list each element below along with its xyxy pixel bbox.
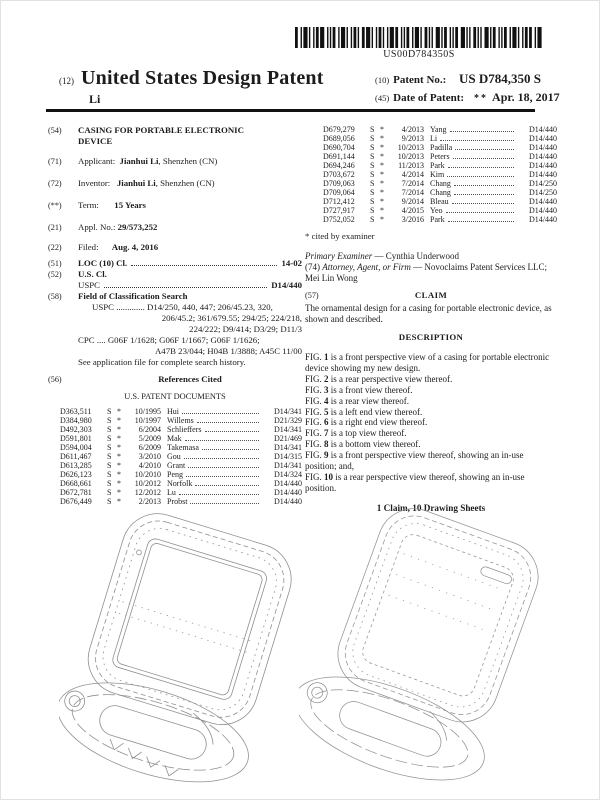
patent-no-tag: (10)	[375, 75, 390, 85]
field-appl-no: (21) Appl. No.: 29/573,252	[48, 222, 158, 232]
field-filed: (22) Filed: Aug. 4, 2016	[48, 242, 159, 252]
field-classification-search: (58) Field of Classification Search USPC ............. D14/250, 440, 447; 206/45.23, 320, 206/45.2; 361/679.55; 294/25; 224/218, 224/222; D9/414; D3/29; D11/3 CPC .... G06F 1/1628; G06F 1/1667; G06F 1/1626; A47B 23/044; H04B 1/3888; A45C 11/00 See application file for complete search history.	[48, 291, 302, 367]
reference-row: D591,801 S * 5/2009 Mak D21/469	[60, 434, 302, 443]
reference-row: D690,704 S * 10/2013 Padilla D14/440	[323, 143, 557, 152]
reference-row: D727,917 S * 4/2015 Yeo D14/440	[323, 206, 557, 215]
left-column	[48, 125, 302, 506]
continuation-line: 206/45.2; 361/679.55; 294/25; 224/218,	[161, 313, 302, 323]
reference-row: D384,980 S * 10/1997 Willems D21/329	[60, 416, 302, 425]
references-list-left	[48, 407, 302, 506]
figure-description-line: FIG. 3 is a front view thereof.	[305, 384, 413, 395]
us-patent-documents-heading: U.S. PATENT DOCUMENTS	[124, 392, 226, 401]
uspc-search-first: USPC ............. D14/250, 440, 447; 206/45.23, 320,	[92, 302, 273, 312]
patent-no-label: Patent No.:	[393, 74, 447, 86]
cited-by-examiner-note: * cited by examiner	[305, 231, 375, 241]
inventor-surname: Li	[89, 92, 101, 106]
term-asterisks: **	[474, 93, 489, 104]
search-history-note: See application file for complete search history.	[78, 357, 246, 367]
reference-row: D613,285 S * 4/2010 Grant D14/341	[60, 461, 302, 470]
reference-row: D679,279 S * 4/2013 Yang D14/440	[323, 125, 557, 134]
figure-drawing-rear-perspective	[299, 501, 551, 793]
uspc-value: D14/440	[271, 280, 302, 290]
term-value: 15 Years	[114, 200, 146, 210]
references-list-right	[305, 125, 557, 224]
attorney-name: — Novoclaims Patent Services LLC; Mei Lin Wong	[305, 262, 548, 283]
figure-description-line: FIG. 2 is a rear perspective view thereof.	[305, 373, 453, 384]
right-column	[305, 125, 557, 514]
reference-row: D626,123 S * 10/2010 Peng D14/324	[60, 470, 302, 479]
figure-description-line: FIG. 4 is a rear view thereof.	[305, 395, 409, 406]
filing-date: Aug. 4, 2016	[111, 242, 159, 252]
applicant-name: Jianhui Li	[119, 156, 159, 166]
cpc-search-first: CPC .... G06F 1/1628; G06F 1/1667; G06F 1/1626;	[78, 335, 260, 345]
figure-descriptions	[305, 352, 557, 494]
figure-description-line: FIG. 8 is a bottom view thereof.	[305, 439, 421, 450]
reference-row: D709,063 S * 7/2014 Chang D14/250	[323, 179, 557, 188]
invention-title: CASING FOR PORTABLE ELECTRONIC DEVICE	[78, 125, 244, 146]
dot-leader	[131, 265, 277, 266]
reference-row: D691,144 S * 10/2013 Peters D14/440	[323, 152, 557, 161]
figure-description-line: FIG. 10 is a rear perspective view thereof, showing an in-use position.	[305, 471, 525, 493]
reference-row: D611,467 S * 3/2010 Gou D14/315	[60, 452, 302, 461]
reference-row: D672,781 S * 12/2012 Lu D14/440	[60, 488, 302, 497]
reference-row: D703,672 S * 4/2014 Kim D14/440	[323, 170, 557, 179]
reference-row: D363,511 S * 10/1995 Hui D14/341	[60, 407, 302, 416]
reference-row: D668,661 S * 10/2012 Norfolk D14/440	[60, 479, 302, 488]
field-term: (**) Term: 15 Years	[48, 200, 146, 210]
figure-description-line: FIG. 5 is a left end view thereof.	[305, 406, 423, 417]
field-inventor: (72) Inventor: Jianhui Li, Shenzhen (CN)	[48, 178, 215, 188]
figure-description-line: FIG. 6 is a right end view thereof.	[305, 417, 428, 428]
barcode-text: US00D784350S	[383, 49, 455, 60]
reference-row: D689,056 S * 9/2013 Li D14/440	[323, 134, 557, 143]
drawing-sheets-note: 1 Claim, 10 Drawing Sheets	[376, 502, 486, 513]
dot-leader	[104, 287, 267, 288]
claim-heading-row: (57) CLAIM	[305, 290, 557, 301]
primary-examiner-line: Primary Examiner — Cynthia Underwood	[305, 251, 459, 261]
examiner-name: — Cynthia Underwood	[374, 251, 459, 261]
claim-text: The ornamental design for a casing for portable electronic device, as shown and described.	[305, 303, 552, 324]
reference-row: D709,064 S * 7/2014 Chang D14/250	[323, 188, 557, 197]
reference-row: D594,004 S * 6/2009 Takemasa D14/341	[60, 443, 302, 452]
date-tag: (45)	[375, 93, 390, 103]
figure-description-line: FIG. 9 is a front perspective view thereof, showing an in-use position; and,	[305, 450, 524, 472]
figure-description-line: FIG. 7 is a top view thereof.	[305, 428, 407, 439]
reference-row: D712,412 S * 9/2014 Bleau D14/440	[323, 197, 557, 206]
continuation-line: A47B 23/044; H04B 1/3888; A45C 11/00	[154, 346, 302, 356]
continuation-line: 224/222; D9/414; D3/29; D11/3	[189, 324, 302, 334]
patent-number: US D784,350 S	[459, 71, 541, 86]
reference-row: D694,246 S * 11/2013 Park D14/440	[323, 161, 557, 170]
reference-row: D492,303 S * 6/2004 Schlieffers D14/341	[60, 425, 302, 434]
reference-row: D752,052 S * 3/2016 Park D14/440	[323, 215, 557, 224]
date-label: Date of Patent:	[393, 92, 465, 104]
barcode-image	[295, 27, 543, 48]
references-heading: References Cited	[158, 374, 222, 384]
figure-drawing-front-perspective	[59, 501, 304, 796]
description-heading: DESCRIPTION	[398, 332, 464, 342]
field-us-class: (52) U.S. Cl. USPC D14/440	[48, 269, 302, 290]
loc-class-value: 14-02	[281, 258, 302, 268]
barcode	[295, 27, 543, 60]
document-title: United States Design Patent	[81, 67, 324, 89]
field-references: (56) References Cited	[48, 374, 302, 385]
cpc-search-rest	[78, 346, 302, 357]
application-number: 29/573,252	[117, 222, 158, 232]
uspc-search-rest	[78, 313, 302, 335]
inventor-name: Jianhui Li	[116, 178, 156, 188]
patent-date: Apr. 18, 2017	[492, 90, 560, 104]
kind-code-tag: (12)	[59, 76, 74, 86]
header-divider	[46, 109, 535, 112]
field-loc-class: (51) LOC (10) Cl. 14-02	[48, 258, 302, 268]
field-applicant: (71) Applicant: Jianhui Li, Shenzhen (CN)	[48, 156, 218, 166]
figure-description-line: FIG. 1 is a front perspective view of a casing for portable electronic device showing my new design.	[305, 352, 550, 373]
field-title: (54) CASING FOR PORTABLE ELECTRONIC DEVICE	[48, 125, 302, 147]
reference-row: D676,449 S * 2/2013 Probst D14/440	[60, 497, 302, 506]
claim-heading: CLAIM	[414, 290, 448, 300]
attorney-line: (74) Attorney, Agent, or Firm — Novoclaims Patent Services LLC; Mei Lin Wong	[305, 262, 548, 283]
